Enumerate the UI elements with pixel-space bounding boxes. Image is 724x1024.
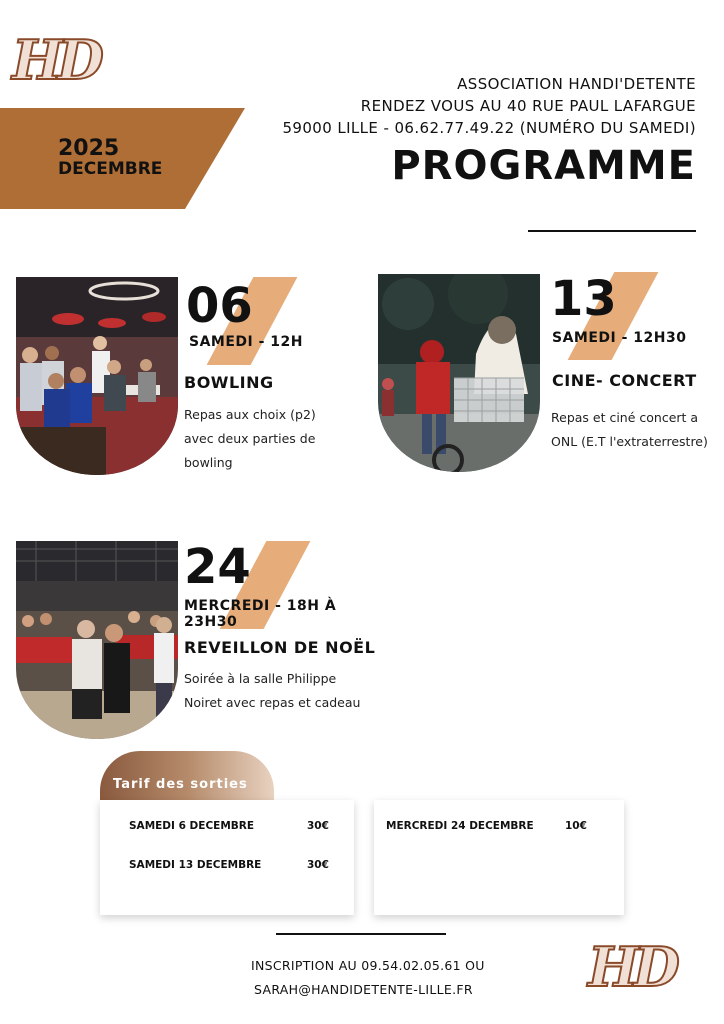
meeting-place: RENDEZ VOUS AU 40 RUE PAUL LAFARGUE	[360, 97, 696, 115]
tarif-label: Tarif des sorties	[113, 777, 248, 792]
description-line: Soirée à la salle Philippe	[184, 671, 337, 686]
contact-email: SARAH@HANDIDETENTE-LILLE.FR	[254, 982, 473, 997]
tarif-row-price: 30€	[307, 820, 329, 832]
tarif-row-name: MERCREDI 24 DECEMBRE	[386, 820, 534, 832]
description-line: avec deux parties de	[184, 431, 316, 446]
tarif-card-right	[374, 800, 624, 915]
contact-phone: INSCRIPTION AU 09.54.02.05.61 OU	[251, 958, 485, 973]
description-line: Repas et ciné concert a	[551, 410, 699, 425]
event-title: CINE- CONCERT	[552, 371, 697, 390]
event-title: REVEILLON DE NOËL	[184, 638, 376, 657]
association-name: ASSOCIATION HANDI'DETENTE	[457, 75, 696, 93]
event-time-line: 23H30	[184, 614, 238, 630]
event-time: SAMEDI - 12H30	[552, 330, 687, 346]
hd-logo-bottom: HD	[588, 935, 674, 999]
cine-concert-photo	[378, 274, 540, 472]
tarif-row-price: 30€	[307, 859, 329, 871]
hd-logo-top: HD	[12, 28, 98, 92]
description-line: ONL (E.T l'extraterrestre)	[551, 434, 708, 449]
event-day: 06	[186, 278, 253, 334]
month: DECEMBRE	[58, 159, 163, 179]
description-line: Repas aux choix (p2)	[184, 407, 316, 422]
period-label	[58, 136, 163, 179]
event-time: SAMEDI - 12H	[189, 334, 304, 350]
footer-divider	[276, 933, 446, 935]
tarif-row-price: 10€	[565, 820, 587, 832]
event-title: BOWLING	[184, 373, 274, 392]
bowling-photo	[16, 277, 178, 475]
page-title: PROGRAMME	[391, 143, 696, 189]
event-time-line: MERCREDI - 18H À	[184, 598, 337, 614]
header-divider	[528, 230, 696, 232]
tarif-row-name: SAMEDI 6 DECEMBRE	[129, 820, 255, 832]
tarif-tab	[100, 751, 274, 801]
description-line: bowling	[184, 455, 233, 470]
reveillon-photo	[16, 541, 178, 739]
event-day: 24	[184, 539, 251, 595]
event-day: 13	[550, 271, 617, 327]
event-description	[551, 406, 708, 454]
event-description	[184, 667, 360, 715]
address-phone: 59000 LILLE - 06.62.77.49.22 (NUMÉRO DU SAMEDI)	[282, 119, 696, 137]
tarif-card-left	[100, 800, 354, 915]
event-description	[184, 403, 316, 475]
year: 2025	[58, 136, 120, 161]
tarif-row-name: SAMEDI 13 DECEMBRE	[129, 859, 262, 871]
description-line: Noiret avec repas et cadeau	[184, 695, 361, 710]
event-time	[184, 598, 336, 630]
